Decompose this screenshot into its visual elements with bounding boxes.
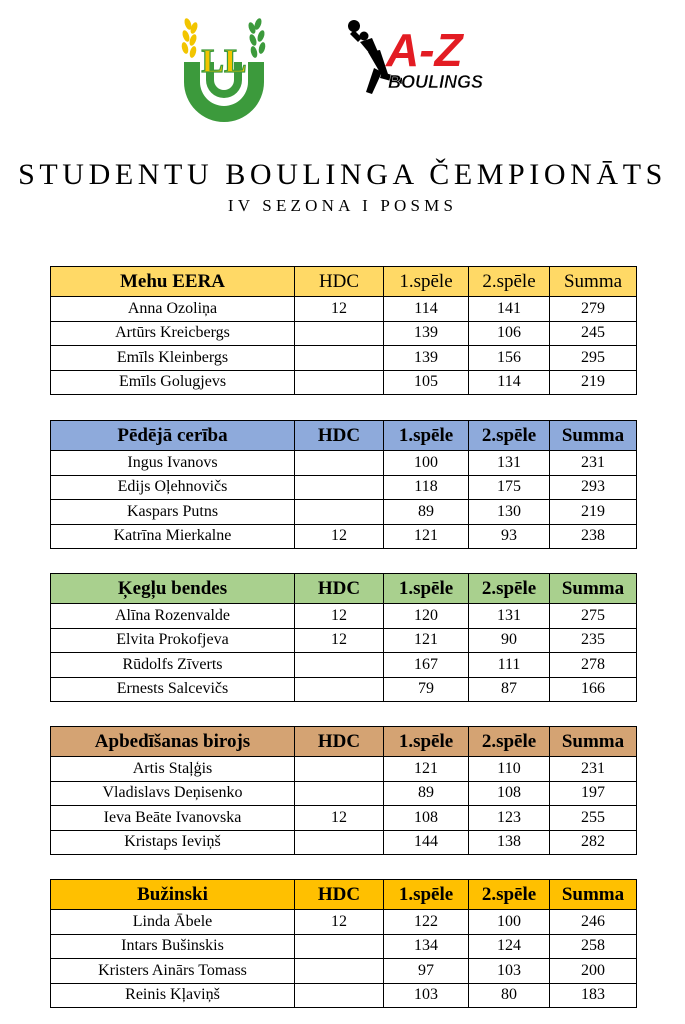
player-row bbox=[51, 321, 637, 346]
player-row bbox=[51, 806, 637, 831]
player-game1: 120 bbox=[384, 604, 469, 629]
header-game2: 2.spēle bbox=[469, 880, 550, 910]
player-hdc: 12 bbox=[295, 297, 384, 322]
player-sum: 258 bbox=[550, 934, 637, 959]
player-name: Ingus Ivanovs bbox=[51, 451, 295, 476]
header-hdc: HDC bbox=[295, 267, 384, 297]
player-game2: 131 bbox=[469, 604, 550, 629]
bowling-logo bbox=[344, 18, 496, 96]
header-game2: 2.spēle bbox=[469, 421, 550, 451]
header-sum: Summa bbox=[550, 727, 637, 757]
player-row bbox=[51, 781, 637, 806]
player-sum: 183 bbox=[550, 983, 637, 1008]
player-sum: 219 bbox=[550, 500, 637, 525]
player-sum: 231 bbox=[550, 451, 637, 476]
team-header-row bbox=[51, 421, 637, 451]
header-sum: Summa bbox=[550, 880, 637, 910]
player-hdc bbox=[295, 983, 384, 1008]
player-game2: 110 bbox=[469, 757, 550, 782]
player-sum: 231 bbox=[550, 757, 637, 782]
player-game1: 167 bbox=[384, 653, 469, 678]
player-game1: 79 bbox=[384, 677, 469, 702]
player-name: Rūdolfs Zīverts bbox=[51, 653, 295, 678]
player-game1: 89 bbox=[384, 781, 469, 806]
player-name: Elvita Prokofjeva bbox=[51, 628, 295, 653]
player-row bbox=[51, 475, 637, 500]
header-hdc: HDC bbox=[295, 421, 384, 451]
player-game2: 114 bbox=[469, 370, 550, 395]
player-name: Linda Ābele bbox=[51, 910, 295, 935]
player-game1: 105 bbox=[384, 370, 469, 395]
player-row bbox=[51, 297, 637, 322]
header-hdc: HDC bbox=[295, 574, 384, 604]
player-game2: 156 bbox=[469, 346, 550, 371]
player-sum: 295 bbox=[550, 346, 637, 371]
player-game2: 130 bbox=[469, 500, 550, 525]
player-game2: 106 bbox=[469, 321, 550, 346]
player-name: Kaspars Putns bbox=[51, 500, 295, 525]
header-game2: 2.spēle bbox=[469, 574, 550, 604]
header-game2: 2.spēle bbox=[469, 267, 550, 297]
player-row bbox=[51, 604, 637, 629]
player-game1: 108 bbox=[384, 806, 469, 831]
player-hdc bbox=[295, 934, 384, 959]
player-sum: 279 bbox=[550, 297, 637, 322]
university-logo bbox=[176, 4, 272, 128]
player-hdc bbox=[295, 346, 384, 371]
header-sum: Summa bbox=[550, 267, 637, 297]
player-name: Katrīna Mierkalne bbox=[51, 524, 295, 549]
player-sum: 282 bbox=[550, 830, 637, 855]
player-hdc: 12 bbox=[295, 910, 384, 935]
player-hdc: 12 bbox=[295, 806, 384, 831]
header-game1: 1.spēle bbox=[384, 421, 469, 451]
player-game1: 121 bbox=[384, 524, 469, 549]
team-name: Mehu EERA bbox=[51, 267, 295, 297]
player-hdc bbox=[295, 321, 384, 346]
player-hdc bbox=[295, 475, 384, 500]
team-name: Ķegļu bendes bbox=[51, 574, 295, 604]
player-row bbox=[51, 653, 637, 678]
player-row bbox=[51, 910, 637, 935]
player-game2: 103 bbox=[469, 959, 550, 984]
player-sum: 278 bbox=[550, 653, 637, 678]
player-row bbox=[51, 524, 637, 549]
player-game2: 124 bbox=[469, 934, 550, 959]
player-name: Intars Bušinskis bbox=[51, 934, 295, 959]
player-row bbox=[51, 959, 637, 984]
team-table bbox=[50, 573, 637, 702]
player-row bbox=[51, 757, 637, 782]
player-name: Emīls Golugjevs bbox=[51, 370, 295, 395]
logo-sub-text: BOULINGS bbox=[388, 72, 484, 92]
player-row bbox=[51, 451, 637, 476]
header-game2: 2.spēle bbox=[469, 727, 550, 757]
player-sum: 219 bbox=[550, 370, 637, 395]
player-game1: 144 bbox=[384, 830, 469, 855]
team-table bbox=[50, 879, 637, 1008]
header-game1: 1.spēle bbox=[384, 727, 469, 757]
player-game1: 100 bbox=[384, 451, 469, 476]
team-name: Bužinski bbox=[51, 880, 295, 910]
player-sum: 200 bbox=[550, 959, 637, 984]
player-hdc bbox=[295, 781, 384, 806]
player-name: Kristers Ainārs Tomass bbox=[51, 959, 295, 984]
player-sum: 238 bbox=[550, 524, 637, 549]
player-game2: 80 bbox=[469, 983, 550, 1008]
player-game1: 114 bbox=[384, 297, 469, 322]
player-sum: 255 bbox=[550, 806, 637, 831]
player-hdc bbox=[295, 830, 384, 855]
player-row bbox=[51, 983, 637, 1008]
header-game1: 1.spēle bbox=[384, 880, 469, 910]
header-game1: 1.spēle bbox=[384, 574, 469, 604]
player-game2: 111 bbox=[469, 653, 550, 678]
player-name: Alīna Rozenvalde bbox=[51, 604, 295, 629]
player-hdc bbox=[295, 757, 384, 782]
logo-letters: LL bbox=[201, 43, 247, 80]
player-hdc: 12 bbox=[295, 628, 384, 653]
player-game2: 138 bbox=[469, 830, 550, 855]
player-name: Kristaps Ieviņš bbox=[51, 830, 295, 855]
player-game1: 97 bbox=[384, 959, 469, 984]
player-sum: 275 bbox=[550, 604, 637, 629]
player-game1: 103 bbox=[384, 983, 469, 1008]
player-game2: 141 bbox=[469, 297, 550, 322]
player-hdc: 12 bbox=[295, 604, 384, 629]
player-hdc bbox=[295, 653, 384, 678]
player-game2: 90 bbox=[469, 628, 550, 653]
player-sum: 166 bbox=[550, 677, 637, 702]
player-game2: 108 bbox=[469, 781, 550, 806]
player-row bbox=[51, 370, 637, 395]
player-game1: 134 bbox=[384, 934, 469, 959]
page-title: STUDENTU BOULINGA ČEMPIONĀTS bbox=[18, 158, 667, 191]
team-name: Pēdējā cerība bbox=[51, 421, 295, 451]
team-header-row bbox=[51, 267, 637, 297]
player-name: Anna Ozoliņa bbox=[51, 297, 295, 322]
player-row bbox=[51, 677, 637, 702]
header-game1: 1.spēle bbox=[384, 267, 469, 297]
header-hdc: HDC bbox=[295, 880, 384, 910]
team-table bbox=[50, 266, 637, 395]
player-game2: 87 bbox=[469, 677, 550, 702]
player-row bbox=[51, 830, 637, 855]
player-row bbox=[51, 500, 637, 525]
player-name: Edijs Oļehnovičs bbox=[51, 475, 295, 500]
player-game1: 139 bbox=[384, 346, 469, 371]
player-game1: 122 bbox=[384, 910, 469, 935]
player-name: Artis Staļģis bbox=[51, 757, 295, 782]
header-sum: Summa bbox=[550, 421, 637, 451]
player-name: Emīls Kleinbergs bbox=[51, 346, 295, 371]
player-game1: 118 bbox=[384, 475, 469, 500]
player-row bbox=[51, 346, 637, 371]
player-hdc bbox=[295, 959, 384, 984]
player-row bbox=[51, 628, 637, 653]
player-name: Vladislavs Deņisenko bbox=[51, 781, 295, 806]
header-sum: Summa bbox=[550, 574, 637, 604]
team-table bbox=[50, 726, 637, 855]
player-hdc bbox=[295, 500, 384, 525]
player-hdc: 12 bbox=[295, 524, 384, 549]
player-game2: 123 bbox=[469, 806, 550, 831]
page-subtitle: IV SEZONA I POSMS bbox=[227, 196, 458, 215]
team-header-row bbox=[51, 880, 637, 910]
header-hdc: HDC bbox=[295, 727, 384, 757]
player-hdc bbox=[295, 370, 384, 395]
team-table bbox=[50, 420, 637, 549]
player-name: Reinis Kļaviņš bbox=[51, 983, 295, 1008]
player-game2: 100 bbox=[469, 910, 550, 935]
player-game1: 89 bbox=[384, 500, 469, 525]
player-sum: 293 bbox=[550, 475, 637, 500]
player-game2: 131 bbox=[469, 451, 550, 476]
team-header-row bbox=[51, 727, 637, 757]
player-game1: 121 bbox=[384, 628, 469, 653]
player-sum: 197 bbox=[550, 781, 637, 806]
player-hdc bbox=[295, 677, 384, 702]
player-name: Ieva Beāte Ivanovska bbox=[51, 806, 295, 831]
player-name: Ernests Salcevičs bbox=[51, 677, 295, 702]
player-game1: 139 bbox=[384, 321, 469, 346]
player-row bbox=[51, 934, 637, 959]
player-game2: 93 bbox=[469, 524, 550, 549]
player-sum: 245 bbox=[550, 321, 637, 346]
player-hdc bbox=[295, 451, 384, 476]
player-game1: 121 bbox=[384, 757, 469, 782]
team-header-row bbox=[51, 574, 637, 604]
player-sum: 235 bbox=[550, 628, 637, 653]
player-game2: 175 bbox=[469, 475, 550, 500]
logo-main-text: A-Z bbox=[386, 24, 463, 76]
player-sum: 246 bbox=[550, 910, 637, 935]
team-name: Apbedīšanas birojs bbox=[51, 727, 295, 757]
player-name: Artūrs Kreicbergs bbox=[51, 321, 295, 346]
